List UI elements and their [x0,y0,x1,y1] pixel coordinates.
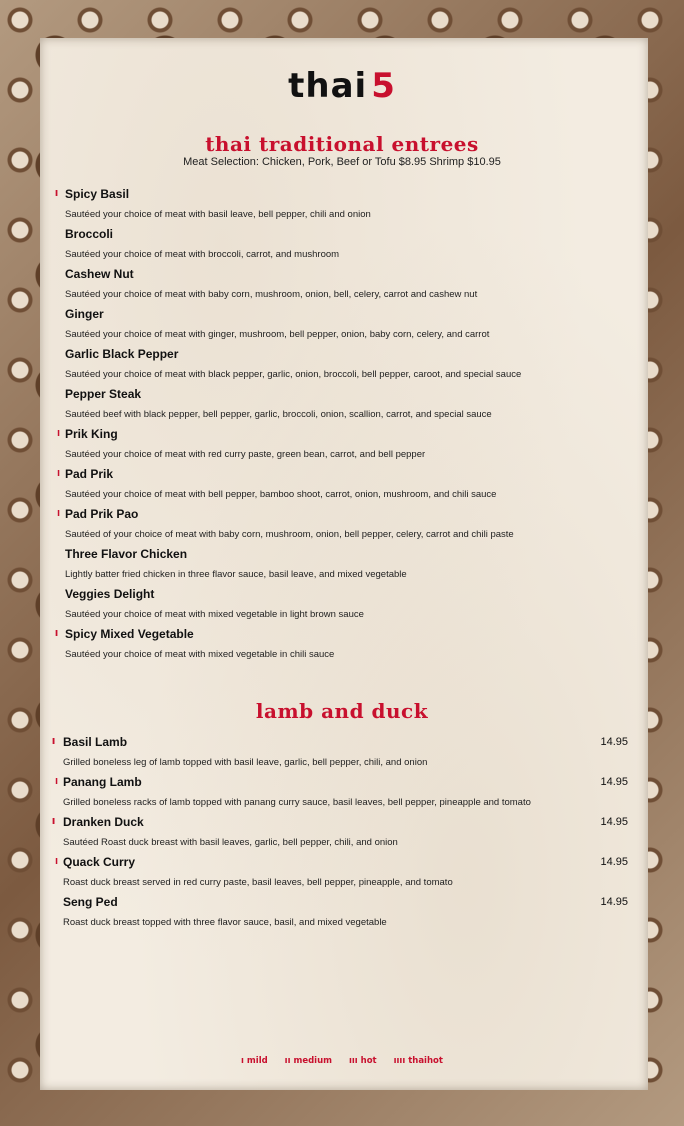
spice-legend [0,1056,684,1066]
item-description: Sautéed beef with black pepper, bell pepper, garlic, broccoli, onion, scallion, carrot, and special sauce [65,409,492,420]
item-name: Spicy Basil [65,187,130,201]
item-name: Ginger [65,307,104,321]
item-description: Grilled boneless leg of lamb topped with basil leave, garlic, bell pepper, chili, and onion [63,757,428,768]
brand-text: thai [288,66,368,106]
item-description: Sautéed of your choice of meat with baby corn, mushroom, onion, bell pepper, celery, carrot and chili paste [65,529,514,540]
item-description: Sautéed your choice of meat with ginger, mushroom, bell pepper, onion, baby corn, celery, and carrot [65,329,490,340]
entrees-title: thai traditional entrees [205,132,479,156]
legend-medium: ıı medium [284,1056,332,1066]
item-name: Garlic Black Pepper [65,347,179,361]
legend-thaihot: ıııı thaihot [393,1056,443,1066]
item-description: Roast duck breast served in red curry paste, basil leaves, bell pepper, pineapple, and tomato [63,877,453,888]
lamb-duck-title: lamb and duck [255,699,429,723]
menu-paper [40,38,648,1090]
item-name: Seng Ped [63,895,118,909]
legend-mild: ı mild [241,1056,268,1066]
item-name: Pepper Steak [65,387,142,401]
item-name: Spicy Mixed Vegetable [65,627,194,641]
item-name: Panang Lamb [63,775,142,789]
item-price: 14.95 [600,856,628,868]
meat-selection-note: Meat Selection: Chicken, Pork, Beef or Tofu $8.95 Shrimp $10.95 [183,156,501,168]
item-description: Grilled boneless racks of lamb topped with panang curry sauce, basil leaves, bell pepper, pineapple and tomato [63,797,531,808]
item-price: 14.95 [600,736,628,748]
item-name: Three Flavor Chicken [65,547,188,561]
item-name: Dranken Duck [63,815,144,829]
item-name: Pad Prik Pao [65,507,139,521]
item-description: Sautéed Roast duck breast with basil leaves, garlic, bell pepper, chili, and onion [63,837,398,848]
item-description: Sautéed your choice of meat with baby corn, mushroom, onion, bell, celery, carrot and cashew nut [65,289,478,300]
item-name: Veggies Delight [65,587,155,601]
legend-hot: ııı hot [348,1056,377,1066]
brand-number: 5 [371,66,396,106]
item-name: Broccoli [65,227,114,241]
item-description: Sautéed your choice of meat with black pepper, garlic, onion, broccoli, bell pepper, caroot, and special sauce [65,369,522,380]
item-name: Cashew Nut [65,267,134,281]
item-name: Prik King [65,427,118,441]
item-name: Basil Lamb [63,735,128,749]
item-price: 14.95 [600,896,628,908]
item-price: 14.95 [600,776,628,788]
item-description: Sautéed your choice of meat with basil leave, bell pepper, chili and onion [65,209,371,220]
item-name: Pad Prik [65,467,114,481]
item-description: Sautéed your choice of meat with broccoli, carrot, and mushroom [65,249,340,260]
item-description: Roast duck breast topped with three flavor sauce, basil, and mixed vegetable [63,917,387,928]
item-name: Quack Curry [63,855,136,869]
item-price: 14.95 [600,816,628,828]
item-description: Sautéed your choice of meat with bell pepper, bamboo shoot, carrot, onion, mushroom, and chili sauce [65,489,497,500]
item-description: Sautéed your choice of meat with mixed vegetable in light brown sauce [65,609,364,620]
item-description: Sautéed your choice of meat with red curry paste, green bean, carrot, and bell pepper [65,449,426,460]
item-description: Lightly batter fried chicken in three flavor sauce, basil leave, and mixed vegetable [65,569,407,580]
item-description: Sautéed your choice of meat with mixed vegetable in chili sauce [65,649,335,660]
brand-logo [0,66,684,106]
